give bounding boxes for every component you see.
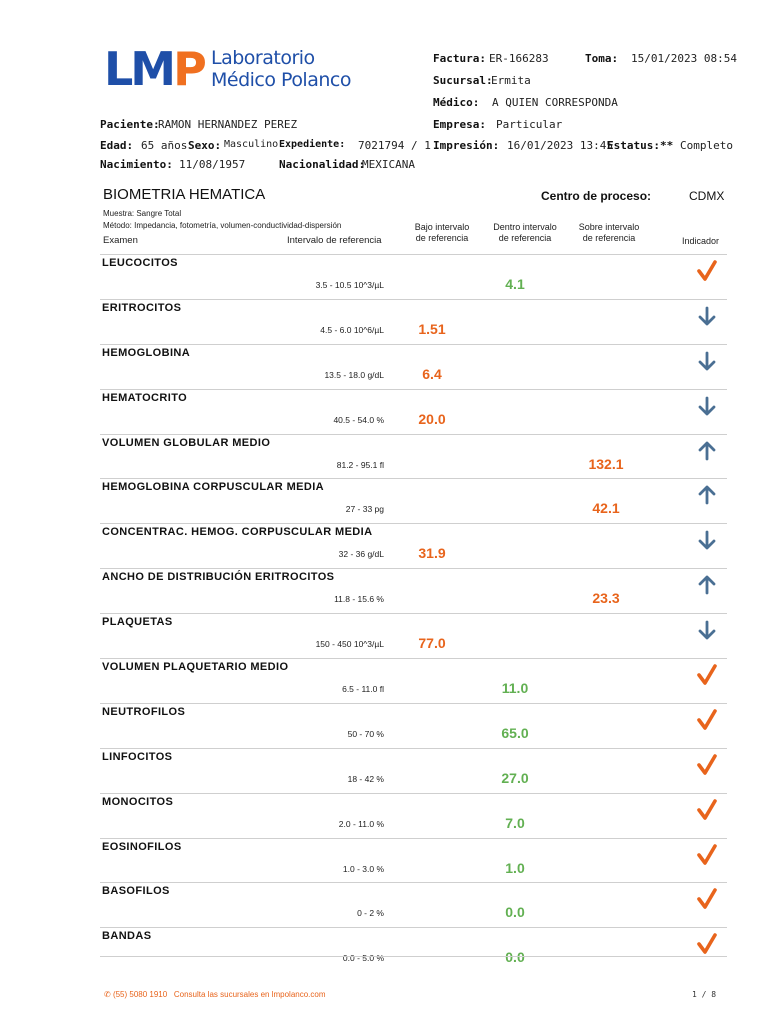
result-value: 1.0 bbox=[505, 859, 525, 876]
check-icon bbox=[696, 259, 718, 283]
table-row bbox=[100, 613, 727, 658]
check-icon bbox=[696, 708, 718, 732]
results-table bbox=[100, 254, 727, 972]
empresa-value: Particular bbox=[496, 118, 563, 131]
expediente-label: Expediente: bbox=[279, 139, 346, 150]
result-value: 27.0 bbox=[501, 769, 529, 786]
result-value: 4.1 bbox=[505, 276, 525, 292]
test-name: HEMATOCRITO bbox=[102, 391, 188, 404]
sexo-label: Sexo: bbox=[188, 139, 222, 152]
reference-range: 3.5 - 10.5 10^3/µL bbox=[315, 280, 384, 290]
test-name: BASOFILOS bbox=[102, 885, 170, 898]
col-examen: Examen bbox=[103, 235, 138, 246]
check-icon bbox=[696, 753, 718, 777]
reference-range: 1.0 - 3.0 % bbox=[342, 863, 384, 874]
test-name: LINFOCITOS bbox=[102, 750, 173, 763]
table-bottom-rule bbox=[100, 956, 727, 957]
reference-range: 0.0 - 5.0 % bbox=[342, 953, 384, 964]
footer-consulta: Consulta las sucursales en lmpolanco.com bbox=[173, 990, 326, 999]
footer-contact bbox=[104, 990, 326, 999]
muestra-text: Muestra: Sangre Total bbox=[103, 209, 182, 218]
reference-range: 150 - 450 10^3/µL bbox=[315, 639, 384, 650]
result-value: 0.0 bbox=[505, 949, 525, 966]
check-icon bbox=[696, 798, 718, 822]
test-name: EOSINOFILOS bbox=[102, 840, 182, 853]
table-row bbox=[100, 478, 727, 523]
table-row bbox=[100, 838, 727, 883]
check-icon bbox=[696, 932, 718, 956]
factura-value: ER-166283 bbox=[489, 52, 549, 65]
table-row bbox=[100, 523, 727, 568]
reference-range: 32 - 36 g/dL bbox=[338, 549, 384, 560]
test-name: BANDAS bbox=[102, 930, 152, 943]
logo-mark: LMP bbox=[104, 42, 204, 96]
logo-name-line1: Laboratorio bbox=[211, 47, 315, 69]
test-name: VOLUMEN PLAQUETARIO MEDIO bbox=[102, 661, 289, 674]
table-row bbox=[100, 703, 727, 748]
sexo-value: Masculino bbox=[224, 139, 279, 150]
edad-value: 65 años bbox=[141, 139, 188, 152]
result-value: 23.3 bbox=[592, 590, 620, 607]
table-row bbox=[100, 389, 727, 434]
arrow-down-icon bbox=[696, 349, 718, 373]
result-value: 0.0 bbox=[505, 904, 525, 921]
reference-range: 50 - 70 % bbox=[347, 728, 384, 739]
logo-name-line2: Médico Polanco bbox=[211, 69, 351, 91]
reference-range: 18 - 42 % bbox=[347, 773, 384, 784]
test-name: CONCENTRAC. HEMOG. CORPUSCULAR MEDIA bbox=[102, 526, 373, 539]
factura-label: Factura: bbox=[433, 52, 486, 65]
result-value: 7.0 bbox=[505, 814, 525, 831]
arrow-down-icon bbox=[696, 304, 718, 328]
table-row bbox=[100, 882, 727, 927]
test-name: HEMOGLOBINA CORPUSCULAR MEDIA bbox=[102, 481, 325, 494]
result-value: 77.0 bbox=[418, 635, 446, 652]
table-row bbox=[100, 299, 727, 344]
table-row bbox=[100, 927, 727, 972]
medico-label: Médico: bbox=[433, 96, 480, 109]
arrow-up-icon bbox=[696, 573, 718, 597]
nacimiento-value: 11/08/1957 bbox=[179, 158, 246, 171]
reference-range: 40.5 - 54.0 % bbox=[333, 414, 384, 425]
test-name: LEUCOCITOS bbox=[102, 257, 178, 269]
col-sobre: Sobre intervalo de referencia bbox=[578, 222, 640, 243]
arrow-down-icon bbox=[696, 394, 718, 418]
table-row bbox=[100, 793, 727, 838]
nacionalidad-value: MEXICANA bbox=[362, 158, 415, 171]
table-row bbox=[100, 568, 727, 613]
estatus-value: Completo bbox=[680, 139, 733, 152]
test-name: NEUTROFILOS bbox=[102, 705, 186, 718]
medico-value: A QUIEN CORRESPONDA bbox=[492, 96, 618, 109]
section-title: BIOMETRIA HEMATICA bbox=[103, 186, 266, 203]
phone-icon: ✆ bbox=[104, 990, 111, 999]
sucursal-value: Ermita bbox=[491, 74, 531, 87]
arrow-up-icon bbox=[696, 483, 718, 507]
result-value: 11.0 bbox=[501, 680, 529, 697]
reference-range: 6.5 - 11.0 fl bbox=[342, 684, 384, 695]
col-bajo: Bajo intervalo de referencia bbox=[414, 222, 470, 243]
page-number: 1 / 8 bbox=[692, 990, 717, 999]
sucursal-label: Sucursal: bbox=[433, 74, 493, 87]
table-row bbox=[100, 748, 727, 793]
reference-range: 81.2 - 95.1 fl bbox=[336, 459, 384, 470]
reference-range: 13.5 - 18.0 g/dL bbox=[324, 369, 384, 380]
table-row bbox=[100, 344, 727, 389]
col-intervalo: Intervalo de referencia bbox=[287, 235, 382, 246]
table-row bbox=[100, 434, 727, 479]
test-name: MONOCITOS bbox=[102, 795, 174, 808]
metodo-text: Método: Impedancia, fotometría, volumen-conductividad-dispersión bbox=[103, 221, 342, 230]
check-icon bbox=[696, 887, 718, 911]
test-name: HEMOGLOBINA bbox=[102, 346, 191, 359]
lmp-logo bbox=[104, 42, 354, 96]
reference-range: 27 - 33 pg bbox=[345, 504, 384, 515]
nacionalidad-label: Nacionalidad: bbox=[279, 158, 366, 171]
col-dentro: Dentro intervalo de referencia bbox=[493, 222, 557, 243]
expediente-value: 7021794 / 1 bbox=[358, 139, 431, 152]
reference-range: 11.8 - 15.6 % bbox=[334, 594, 384, 605]
test-name: ANCHO DE DISTRIBUCIÓN ERITROCITOS bbox=[102, 571, 335, 584]
edad-label: Edad: bbox=[100, 139, 134, 152]
result-value: 20.0 bbox=[418, 410, 446, 427]
result-value: 65.0 bbox=[501, 724, 529, 741]
impresion-value: 16/01/2023 13:45 bbox=[507, 139, 613, 152]
empresa-label: Empresa: bbox=[433, 118, 486, 131]
check-icon bbox=[696, 843, 718, 867]
result-value: 6.4 bbox=[422, 365, 442, 382]
reference-range: 0 - 2 % bbox=[357, 908, 384, 919]
table-row bbox=[100, 254, 727, 299]
centro-value: CDMX bbox=[689, 189, 725, 203]
result-value: 1.51 bbox=[418, 320, 446, 337]
arrow-up-icon bbox=[696, 439, 718, 463]
result-value: 132.1 bbox=[588, 455, 624, 472]
arrow-down-icon bbox=[696, 528, 718, 552]
test-name: ERITROCITOS bbox=[102, 301, 182, 314]
reference-range: 2.0 - 11.0 % bbox=[338, 818, 384, 829]
result-value: 42.1 bbox=[592, 500, 620, 517]
check-icon bbox=[696, 663, 718, 687]
toma-value: 15/01/2023 08:54 bbox=[631, 52, 737, 65]
toma-label: Toma: bbox=[585, 52, 619, 65]
test-name: PLAQUETAS bbox=[102, 616, 173, 629]
table-row bbox=[100, 658, 727, 703]
paciente-value: RAMON HERNANDEZ PEREZ bbox=[158, 118, 298, 131]
footer-phone: (55) 5080 1910 bbox=[112, 990, 168, 999]
estatus-label: Estatus:** bbox=[607, 139, 674, 152]
centro-label: Centro de proceso: bbox=[541, 189, 652, 203]
test-name: VOLUMEN GLOBULAR MEDIO bbox=[102, 436, 271, 449]
nacimiento-label: Nacimiento: bbox=[100, 158, 173, 171]
arrow-down-icon bbox=[696, 618, 718, 642]
col-indicador: Indicador bbox=[682, 236, 720, 246]
reference-range: 4.5 - 6.0 10^6/µL bbox=[320, 324, 384, 335]
result-value: 31.9 bbox=[418, 545, 446, 562]
impresion-label: Impresión: bbox=[433, 139, 500, 152]
paciente-label: Paciente: bbox=[100, 118, 160, 131]
